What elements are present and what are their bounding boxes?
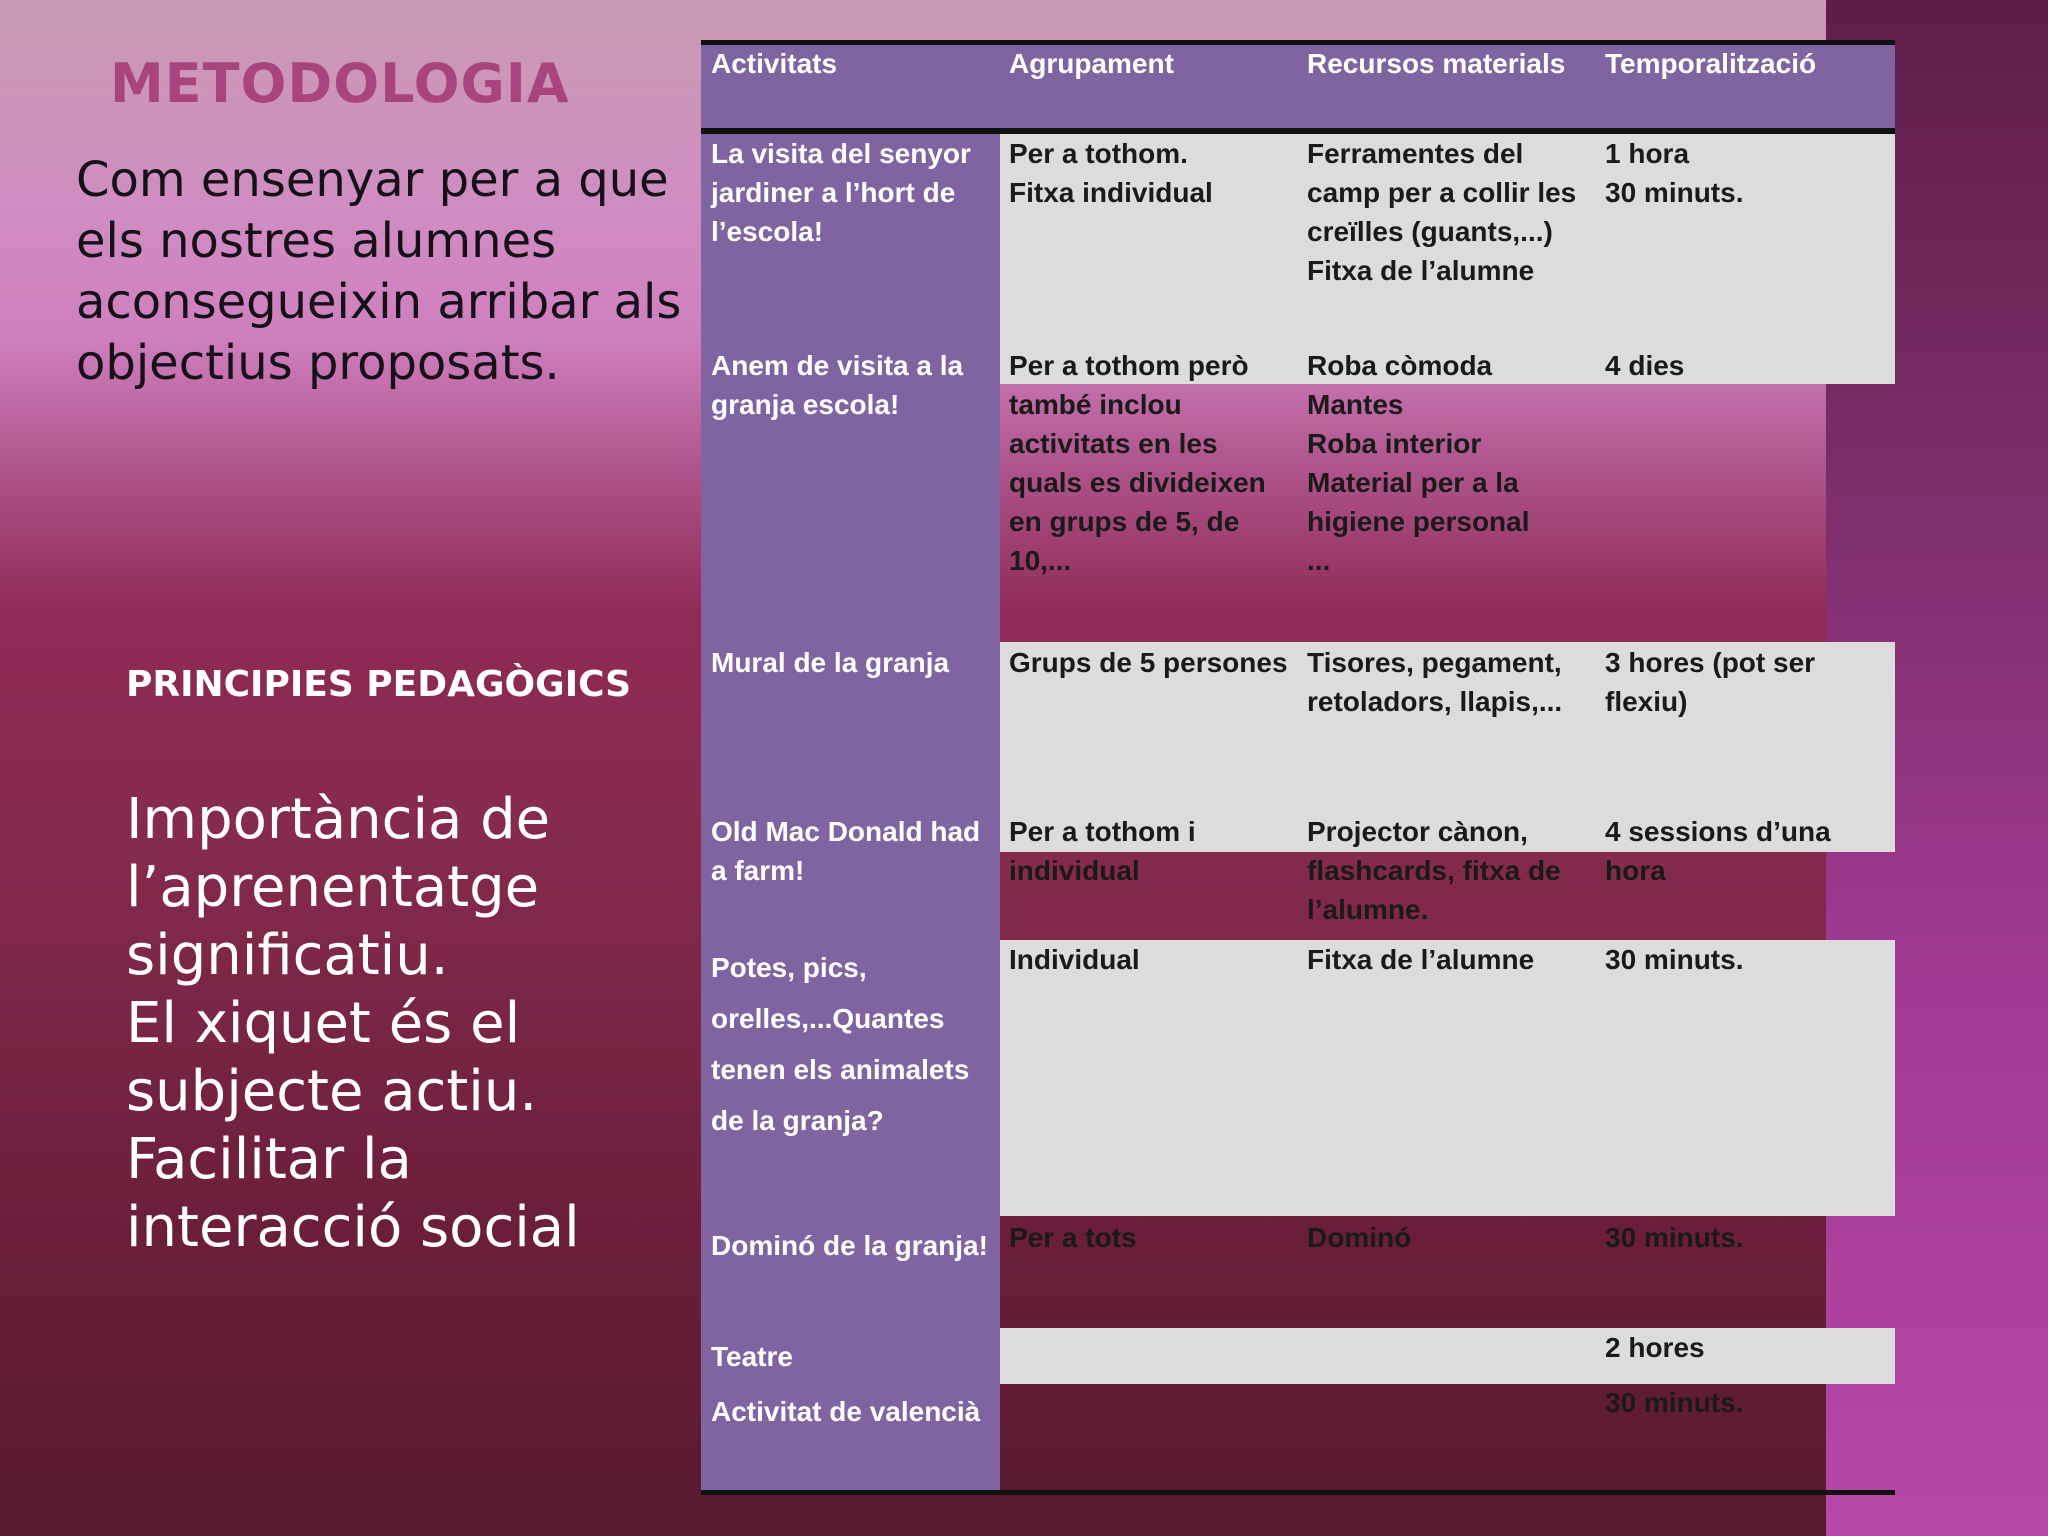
table-cell-agrupament: Per a tothom però també inclou activitats en les quals es divideixen en grups de 5, de 10,...: [1009, 350, 1266, 576]
table-cell-recursos: Roba còmoda Mantes Roba interior Material per a la higiene personal ...: [1307, 350, 1530, 576]
table-cell-temps: 1 hora 30 minuts.: [1605, 138, 1744, 208]
table-cell-temps: 4 dies: [1605, 350, 1685, 381]
principles-text: [126, 786, 686, 1262]
table-cell-activitat: Anem de visita a la granja escola!: [711, 350, 964, 420]
table-cell-temps: 3 hores (pot ser flexiu): [1605, 647, 1816, 717]
table-cell-activitat: Mural de la granja: [711, 647, 950, 678]
row-band: [1000, 940, 1895, 1216]
table-cell-recursos: Tisores, pegament, retoladors, llapis,...: [1307, 647, 1563, 717]
table-bottom-rule: [701, 1490, 1895, 1495]
table-cell-recursos: Fitxa de l’alumne: [1307, 944, 1535, 975]
header-agrupament: Agrupament: [1009, 48, 1174, 79]
table-cell-activitat: Potes, pics, orelles,...Quantes tenen els animalets de la granja?: [711, 952, 970, 1136]
header-temporalitzacio: Temporalització: [1605, 48, 1817, 79]
table-cell-temps: 4 sessions d’una hora: [1605, 816, 1831, 886]
header-activitats: Activitats: [711, 48, 838, 79]
table-cell-agrupament: Per a tothom i individual: [1009, 816, 1196, 886]
table-cell-agrupament: Per a tots: [1009, 1222, 1137, 1253]
slide-title: METODOLOGIA: [110, 52, 570, 115]
table-cell-temps: 30 minuts.: [1605, 1387, 1744, 1418]
table-cell-recursos: Ferramentes del camp per a collir les creïlles (guants,...) Fitxa de l’alumne: [1307, 138, 1577, 286]
activity-column-bg: [701, 40, 1000, 1492]
principle-line: Importància de: [126, 787, 551, 852]
principle-line: El xiquet és el: [126, 991, 521, 1056]
table-cell-temps: 30 minuts.: [1605, 1222, 1744, 1253]
table-cell-recursos: Dominó: [1307, 1222, 1412, 1253]
intro-text: Com ensenyar per a que els nostres alumnes aconsegueixin arribar als objectius proposats.: [76, 152, 682, 391]
table-cell-activitat: Dominó de la granja!: [711, 1230, 988, 1261]
table-cell-agrupament: Per a tothom. Fitxa individual: [1009, 138, 1213, 208]
table-cell-activitat: La visita del senyor jardiner a l’hort de l’escola!: [711, 138, 971, 247]
principle-line: subjecte actiu.: [126, 1059, 538, 1124]
principles-heading: PRINCIPIES PEDAGÒGICS: [126, 664, 632, 705]
table-cell-activitat: Activitat de valencià: [711, 1396, 981, 1427]
principle-line: interacció social: [126, 1195, 580, 1260]
header-recursos: Recursos materials: [1307, 48, 1566, 79]
table-cell-activitat: Old Mac Donald had a farm!: [711, 816, 981, 886]
table-cell-agrupament: Grups de 5 persones: [1009, 647, 1288, 678]
principle-line: significatiu.: [126, 923, 449, 988]
table-cell-agrupament: Individual: [1009, 944, 1140, 975]
table-cell-temps: 2 hores: [1605, 1332, 1705, 1363]
principle-line: Facilitar la: [126, 1127, 412, 1192]
table-cell-activitat: Teatre: [711, 1341, 793, 1372]
methodology-table: [701, 40, 1895, 1496]
table-cell-recursos: Projector cànon, flashcards, fitxa de l’alumne.: [1307, 816, 1561, 925]
table-cell-temps: 30 minuts.: [1605, 944, 1744, 975]
principle-line: l’aprenentatge: [126, 855, 540, 920]
